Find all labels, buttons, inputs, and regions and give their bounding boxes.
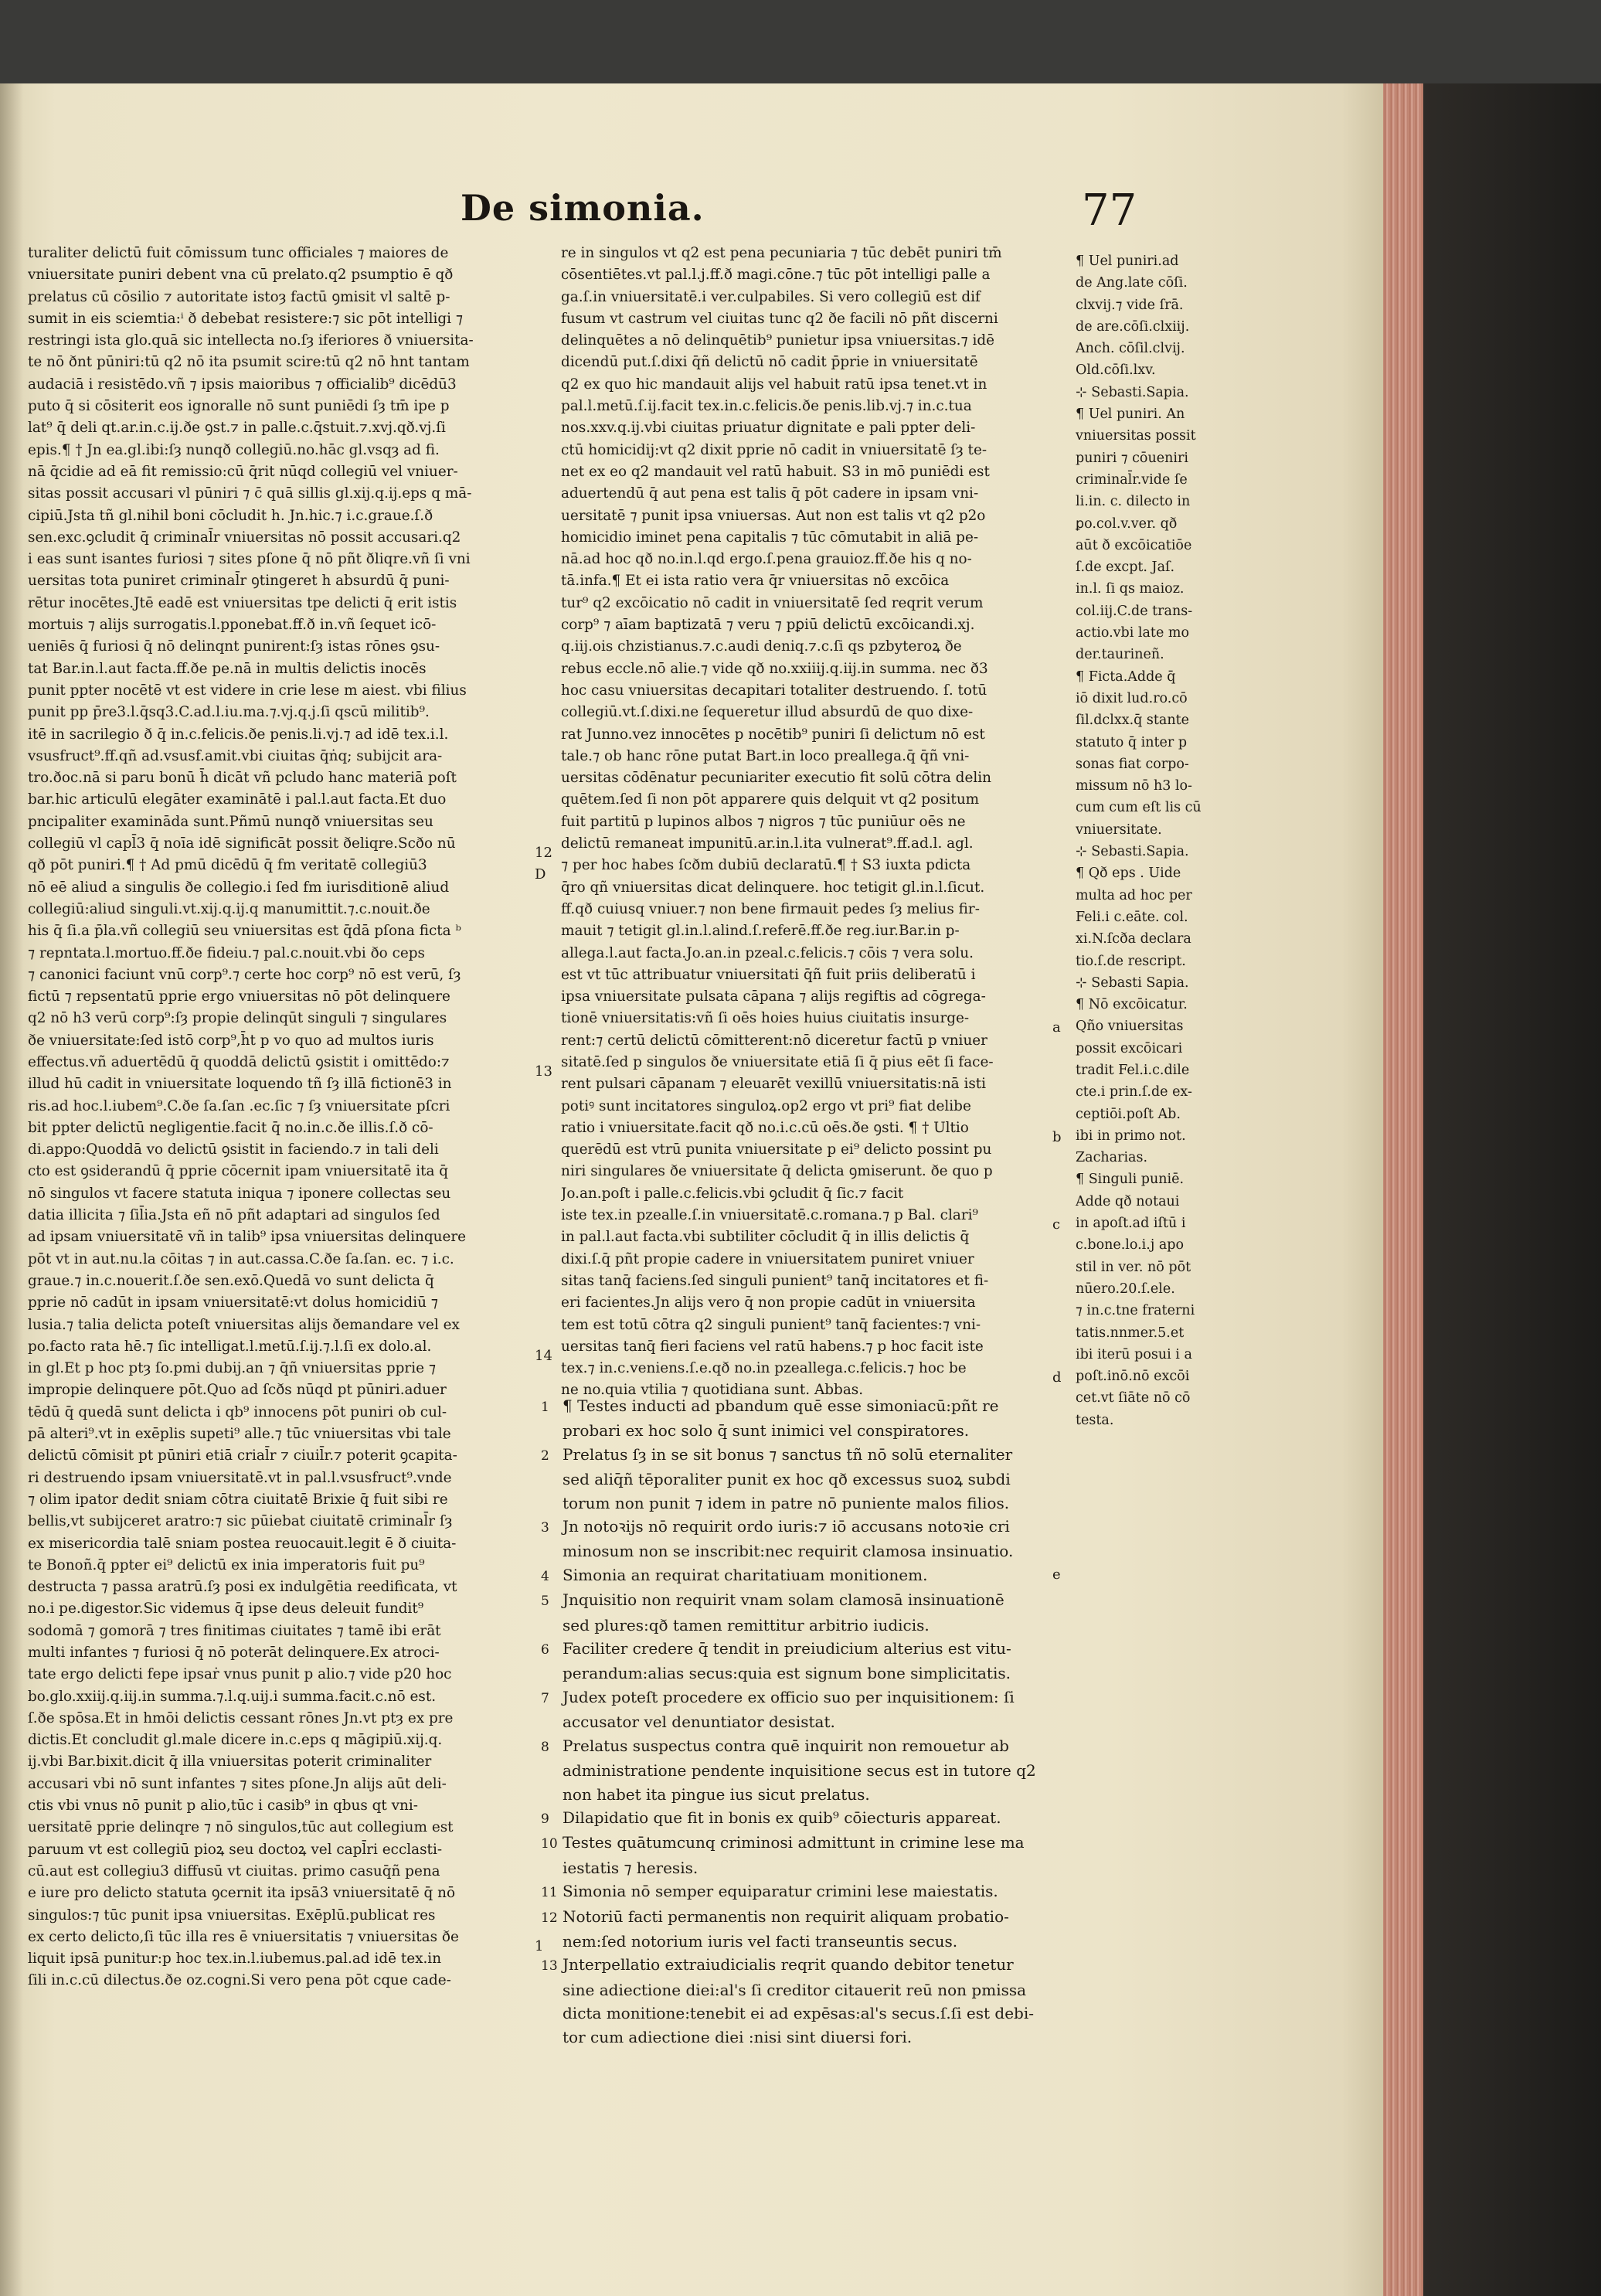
text-line: q2 ex quo hic mandauit alijs vel habuit ratū ipsa tenet.vt in [561, 376, 987, 393]
text-line: rebus eccle.nō alie.⁊ vide qð no.xxiiij.q.iij.in summa. nec ð3 [561, 660, 988, 677]
margin-note-line: poſt.inō.nō excōi [1076, 1369, 1190, 1385]
summary-text: Judex poteſt procedere ex officio suo per inquisitionem: ſi [563, 1687, 1015, 1706]
text-line: tēdū q̄ quedā sunt delicta i qb⁹ innocens pōt puniri ob cul- [28, 1403, 447, 1420]
text-line: pal.l.metū.ſ.ij.facit tex.in.c.felicis.ðe penis.lib.vj.⁊ in.c.tua [561, 398, 972, 415]
text-line: fuit partitū p lupinos albos ⁊ nigros ⁊ tūc puniūur oēs ne [561, 813, 966, 830]
text-line: graue.⁊ in.c.nouerit.ſ.ðe sen.exō.Quedā vo sunt delicta q̄ [28, 1272, 434, 1289]
summary-number: 7 [541, 1690, 549, 1706]
left-text-column [28, 243, 553, 1992]
text-line: punit ppter nocētē vt est videre in crie lese m aiest. vbi filius [28, 682, 467, 699]
summary-item [541, 1492, 1082, 1515]
text-line: delictū cōmisit pt pūniri etiā crial̄r ⁊ ciuil̄r.⁊ poterit ꝯcapita- [28, 1447, 457, 1464]
summary-number: 6 [541, 1642, 549, 1658]
text-line: tem est totū cōtra q2 singuli punient⁹ tanq̄ facientes:⁊ vni- [561, 1316, 981, 1333]
margin-note-line: ¶ Uel puniri. An [1076, 406, 1185, 423]
text-line: collegiū:aliud singuli.vt.xij.q.ij.q manumittit.⁊.c.nouit.ðe [28, 900, 430, 917]
text-line: ſ.ðe spōsa.Et in hmōi delictis cessant rōnes Jn.vt ptȝ ex pre [28, 1709, 454, 1726]
summary-number: 12 [541, 1910, 558, 1926]
margin-note-line: ¶ Nō excōicatur. [1076, 997, 1188, 1013]
text-line: illud hū cadit in vniuersitate loquendo tñ ſȝ illā fictionē3 in [28, 1076, 452, 1093]
text-line: ueniēs q̄ furiosi q̄ nō delinqnt punirent:ſȝ istas rōnes ꝯsu- [28, 638, 440, 655]
margin-note-line: ſil.dclxx.q̄ stante [1076, 713, 1190, 729]
text-line: q̄ro qñ vniuersitas dicat delinquere. hoc tetigit gl.in.l.ſicut. [561, 879, 985, 896]
note-key-letter: c [1052, 1216, 1061, 1233]
text-line: delinquētes a nō delinquētib⁹ punietur ipsa vniuersitas.⁊ idē [561, 332, 995, 349]
margin-note-line: ſ.de excpt. Jaſ. [1076, 560, 1175, 576]
text-line: fictū ⁊ repsentatū pprie ergo vniuersitas nō pōt delinquere [28, 988, 450, 1005]
margin-note-line: ⊹ Sebasti.Sapia. [1076, 384, 1189, 400]
text-line: cōsentiētes.vt pal.l.j.ff.ð magi.cōne.⁊ tūc pōt intelligi palle a [561, 267, 991, 284]
summary-text: Notoriū facti permanentis non requirit aliquam probatio- [563, 1907, 1009, 1926]
summary-list [541, 1394, 1082, 2049]
margin-note-line: de Ang.late cōſi. [1076, 275, 1188, 291]
text-line: prelatus cū cōsilio ⁊ autoritate istoȝ factū ꝯmisit vl saltē p- [28, 288, 450, 305]
note-key-letter: e [1052, 1566, 1061, 1583]
text-line: niri singulares ðe vniuersitate q̄ delicta ꝯmiserunt. ðe quo p [561, 1163, 993, 1180]
margin-note-line: tio.ſ.de rescript. [1076, 953, 1186, 969]
margin-note-line: der.taurineñ. [1076, 647, 1164, 663]
margin-note-line: statuto q̄ inter p [1076, 734, 1188, 750]
margin-note-line: aūt ð excōicatiōe [1076, 537, 1192, 553]
text-line: delictū remaneat impunitū.ar.in.l.ita vulnerat⁹.ff.ad.l. agl. [561, 835, 974, 852]
margin-note-line: clxvij.⁊ vide ſrā. [1076, 297, 1184, 313]
text-line: uersitatē pprie delinqre ⁊ nō singulos,tūc aut collegium est [28, 1819, 454, 1836]
text-line: his q̄ ſi.a p̄la.vñ collegiū seu vniuersitas est q̄dā pſona ficta ᵇ [28, 923, 461, 940]
summary-text: sed aliq̄ñ tēporaliter punit ex hoc qð excessus suoꝝ subdi [563, 1470, 1011, 1489]
text-line: ipsa vniuersitate pulsata cāpana ⁊ alijs regiftis ad cōgrega- [561, 988, 986, 1005]
text-line: te nō ðnt pūniri:tū q2 nō ita psumit scire:tū q2 nō hnt tantam [28, 354, 470, 371]
summary-text: Jnquisitio non requirit vnam solam clamosā insinuationē [563, 1590, 1004, 1610]
summary-number: 1 [541, 1400, 549, 1415]
margin-note-line: actio.vbi late mo [1076, 625, 1190, 641]
summary-text: probari ex hoc solo q̄ sunt inimici vel conspiratores. [563, 1421, 970, 1441]
margin-note-line: cet.vt ſiāte nō cō [1076, 1390, 1191, 1407]
text-line: effectus.vñ aduertēdū q̄ quoddā delictū ꝯsistit i omittēdo:⁊ [28, 1053, 450, 1070]
summary-item [541, 1468, 1082, 1491]
text-line: eri facientes.Jn alijs vero q̄ non propie cadūt in vniuersita [561, 1294, 976, 1311]
text-line: corp⁹ ⁊ aīam baptizatā ⁊ veru ⁊ pꝑiū delictū excōicandi.xj. [561, 617, 975, 634]
margin-note-line: Old.cōſi.lxv. [1076, 362, 1156, 379]
summary-text: non habet ita pingue ius sicut prelatus. [563, 1784, 870, 1804]
text-line: collegiū.vt.ſ.dixi.ne ſequeretur illud absurdū de quo dixe- [561, 704, 974, 721]
summary-text: administratione pendente inquisitione secus est in tutore q2 [563, 1761, 1036, 1781]
text-line: cipiū.Jsta tñ gl.nihil boni cōcludit h. Jn.hic.⁊ i.c.graue.ſ.ð [28, 507, 433, 524]
summary-item [541, 1539, 1082, 1563]
margin-note-line: possit excōicari [1076, 1040, 1183, 1056]
text-line: pā alteri⁹.vt in exēplis supeti⁹ alle.⁊ tūc vniuersitas vbi tale [28, 1426, 451, 1443]
margin-note-line: ⊹ Sebasti Sapia. [1076, 975, 1189, 991]
text-line: po.facto rata hē.⁊ ſic intelligat.l.metū.ſ.ij.⁊.l.ſi ex dolo.al. [28, 1338, 432, 1355]
text-line: liquit ipsā punitur:p hoc tex.in.l.iubemus.pal.ad idē tex.in [28, 1951, 442, 1968]
summary-item [541, 1905, 1082, 1930]
margin-note-line: cte.i prin.ſ.de ex- [1076, 1084, 1192, 1100]
text-line: rent pulsari cāpanam ⁊ eleuarēt vexillū vniuersitatis:nā isti [561, 1076, 987, 1093]
paragraph-number: 13 [535, 1063, 552, 1080]
margin-note-line: ⁊ in.c.tne fraterni [1076, 1303, 1195, 1319]
margin-note-line: Feli.i c.eāte. col. [1076, 909, 1188, 925]
margin-note-line: stil in ver. nō pōt [1076, 1259, 1191, 1275]
gutter-shadow [0, 83, 23, 2296]
margin-note-line: ¶ Singuli puniē. [1076, 1172, 1185, 1188]
text-line: rent:⁊ certū delictū cōmitterent:nō diceretur factū p vniuer [561, 1032, 987, 1049]
summary-number: 2 [541, 1447, 549, 1464]
paragraph-number: D [535, 866, 546, 883]
text-line: cto est ꝯsiderandū q̄ pprie cōcernit ipam vniuersitatē ita q̄ [28, 1163, 449, 1180]
margin-note-line: tatis.nnmer.5.et [1076, 1325, 1185, 1341]
text-line: ratio i vniuersitate.facit qð no.i.c.cū oēs.ðe ꝯsti. ¶ † Ultio [561, 1119, 969, 1136]
text-line: sodomā ⁊ gomorā ⁊ tres finitimas ciuitates ⁊ tamē ibi erāt [28, 1622, 441, 1639]
paragraph-number: 1 [535, 1938, 544, 1954]
text-line: vsusfruct⁹.ff.qñ ad.vsusf.amit.vbi ciuitas q̄ṅq; subijcit ara- [28, 747, 443, 764]
summary-text: iestatis ⁊ heresis. [563, 1858, 699, 1877]
summary-text: perandum:alias secus:quia est signum bone simplicitatis. [563, 1664, 1011, 1683]
text-line: hoc casu vniuersitas decapitari totaliter destruendo. ſ. totū [561, 682, 987, 699]
text-line: aduertendū q̄ aut pena est talis q̄ pōt cadere in ipsam vni- [561, 485, 979, 502]
text-line: vniuersitate puniri debent vna cū prelato.q2 psumptio ē qð [28, 267, 454, 284]
summary-item [541, 1831, 1082, 1856]
margin-note-line: li.in. c. dilecto in [1076, 494, 1191, 510]
summary-item [541, 2026, 1082, 2049]
text-line: singulos:⁊ tūc punit ipsa vniuersitas. Exēplū.publicat res [28, 1907, 436, 1924]
text-line: ſili in.c.cū dilectus.ðe oz.cogni.Si vero pena pōt cque cade- [28, 1972, 451, 1989]
text-line: bo.glo.xxiij.q.iij.in summa.⁊.l.q.uij.i summa.facit.c.nō est. [28, 1688, 437, 1705]
text-line: ff.qð cuiusq vniuer.⁊ non bene firmauit pedes ſȝ melius fir- [561, 900, 980, 917]
summary-item [541, 1806, 1082, 1831]
margin-note-line: de are.cōſi.clxiij. [1076, 318, 1190, 335]
summary-number: 8 [541, 1739, 549, 1755]
text-line: turaliter delictū fuit cōmissum tunc officiales ⁊ maiores de [28, 245, 449, 261]
text-line: ⁊ repntata.l.mortuo.ff.ðe fideiu.⁊ pal.c.nouit.vbi ðo ceps [28, 944, 425, 961]
summary-text: Prelatus suspectus contra quē inquirit non remouetur ab [563, 1736, 1009, 1755]
text-line: tā.infa.¶ Et ei ista ratio vera q̄r vniuersitas nō excōica [561, 573, 950, 590]
text-line: bit ppter delictū negligentie.facit q̄ no.in.c.ðe illis.ſ.ð cō- [28, 1119, 433, 1136]
text-line: bellis,vt subijceret aratro:⁊ sic pūiebat ciuitatē criminal̄r ſȝ [28, 1513, 453, 1530]
text-line: dixi.ſ.q̄ pñt propie cadere in vniuersitatem puniret vniuer [561, 1250, 974, 1267]
margin-note-line: cum cum eſt lis cū [1076, 800, 1202, 816]
summary-number: 5 [541, 1594, 549, 1610]
margin-note-line: tradit Fel.i.c.dile [1076, 1062, 1190, 1078]
summary-number: 13 [541, 1958, 558, 1975]
summary-item [541, 1515, 1082, 1539]
text-line: ⁊ canonici faciunt vnū corp⁹.⁊ certe hoc corp⁹ nō est verū, ſȝ [28, 966, 461, 983]
text-line: ⁊ olim ipator dedit sniam cōtra ciuitatē Brixie q̄ fuit sibi re [28, 1491, 448, 1508]
margin-note-line: ibi in primo not. [1076, 1128, 1186, 1144]
text-line: ij.vbi Bar.bixit.dicit q̄ illa vniuersitas poterit criminaliter [28, 1753, 432, 1770]
summary-text: Jn notoꝛijs nō requirit ordo iuris:⁊ iō accusans notoꝛie cri [563, 1517, 1010, 1536]
text-line: collegiū vl capl̄3 q̄ noīa idē significāt possit ðeliqre.Scðo nū [28, 835, 456, 852]
margin-note-line: ¶ Qð eps . Uide [1076, 866, 1181, 882]
text-line: mauit ⁊ tetigit gl.in.l.alind.ſ.referē.ff.ðe reg.iur.Bar.in p- [561, 923, 960, 940]
margin-note-line: criminal̄r.vide ſe [1076, 471, 1188, 488]
text-line: ex certo delicto,ſi tūc illa res ē vniuersitatis ⁊ vniuersitas ðe [28, 1928, 459, 1945]
margin-note-line: in.l. ſi qs maioz. [1076, 581, 1185, 597]
margin-note-line: c.bone.lo.i.j apo [1076, 1237, 1184, 1253]
text-line: itē in sacrilegio ð q̄ in.c.felicis.ðe penis.li.vj.⁊ ad idē tex.i.l. [28, 726, 449, 743]
text-line: multi infantes ⁊ furiosi q̄ nō poterāt delinquere.Ex atroci- [28, 1645, 440, 1661]
note-key-letter: d [1052, 1369, 1062, 1386]
margin-note-line: Adde qð notaui [1076, 1193, 1180, 1209]
text-line: puto q̄ si cōsiterit eos ignoralle nō sunt puniēdi ſȝ tm̄ ipe p [28, 398, 450, 415]
text-line: sitas possit accusari vl pūniri ⁊ c̄ quā sillis gl.xij.q.ij.eps q mā- [28, 485, 472, 502]
margin-notes-column [1076, 250, 1297, 1431]
text-line: uersitatē ⁊ punit ipsa vniuersas. Aut non est talis vt q2 p2o [561, 507, 986, 524]
margin-note-line: puniri ⁊ cōueniri [1076, 450, 1188, 466]
margin-note-line: missum nō h3 lo- [1076, 778, 1192, 794]
text-line: ⁊ per hoc habes ſcðm dubiū declaratū.¶ † S3 iuxta pdicta [561, 857, 971, 874]
summary-text: ¶ Testes inducti ad pbandum quē esse simoniacū:pñt re [563, 1396, 999, 1415]
note-key-letter: a [1052, 1019, 1061, 1036]
text-line: ctū homicidij:vt q2 dixit pprie nō cadit in vniuersitatē ſȝ te- [561, 441, 987, 458]
text-line: audaciā i resistēdo.vñ ⁊ ipsis maioribus ⁊ officialib⁹ dicēdū3 [28, 376, 457, 393]
summary-item [541, 1637, 1082, 1662]
text-line: e iure pro delicto statuta ꝯcernit ita ipsā3 vniuersitatē q̄ nō [28, 1885, 456, 1902]
text-line: tionē vniuersitatis:vñ ſi oēs hoies huius ciuitatis insurge- [561, 1010, 970, 1027]
summary-item [541, 1879, 1082, 1904]
page-number: 77 [1082, 185, 1137, 236]
summary-text: torum non punit ⁊ idem in patre nō puniente malos filios. [563, 1493, 1010, 1512]
text-line: nā q̄cidie ad eā fit remissio:cū q̄rit nūqd collegiū vel vniuer- [28, 463, 458, 480]
text-line: tro.ðoc.nā si paru bonū h̄ dicāt vñ pcludo hanc materiā poſt [28, 770, 457, 787]
text-line: lat⁹ q̄ deli qt.ar.in.c.ij.ðe ꝯst.⁊ in palle.c.q̄stuit.⁊.xvj.qð.vj.ſi [28, 420, 446, 437]
text-line: sen.exc.ꝯcludit q̄ criminal̄r vniuersitas nō possit accusari.q2 [28, 529, 461, 546]
text-line: rat Junno.vez innocētes p nocētib⁹ puniri ſi delictum nō est [561, 726, 985, 743]
text-line: lusia.⁊ talia delicta poteſt vniuersitas alijs ðemandare vel ex [28, 1316, 460, 1333]
text-line: uersitas tanq̄ fieri faciens vel ratū habens.⁊ p hoc facit iste [561, 1338, 984, 1355]
summary-item [541, 1734, 1082, 1759]
margin-note-line: ceptiōi.poſt Ab. [1076, 1106, 1181, 1122]
text-line: in pal.l.aut facta.vbi subtiliter cōcludit q̄ in illis delictis q̄ [561, 1229, 970, 1246]
text-line: punit pp p̄re3.l.q̄sq3.C.ad.l.iu.ma.⁊.vj.q.j.ſi qscū militib⁹. [28, 704, 430, 721]
summary-item [541, 1783, 1082, 1806]
summary-item [541, 1978, 1082, 2002]
summary-item [541, 1710, 1082, 1733]
text-line: tex.⁊ in.c.veniens.ſ.e.qð no.in pzeallega.c.felicis.⁊ hoc be [561, 1360, 967, 1377]
summary-item [541, 1759, 1082, 1782]
text-line: i eas sunt isantes furiosi ⁊ sites pſone q̄ nō pñt ðliqre.vñ ſi vni [28, 551, 471, 568]
text-line: dictis.Et concludit gl.male dicere in.c.eps q māgipiū.xij.q. [28, 1732, 443, 1749]
text-line: quētem.ſed ſi non pōt apparere quis delquit vt q2 positum [561, 791, 980, 808]
summary-item [541, 1588, 1082, 1613]
middle-text-column [561, 243, 1077, 1402]
margin-note-line: col.iij.C.de trans- [1076, 603, 1193, 619]
text-line: tale.⁊ ob hanc rōne putat Bart.in loco preallega.q̄ q̄ñ vni- [561, 747, 970, 764]
summary-text: tor cum adiectione diei :nisi sint diuersi fori. [563, 2027, 913, 2046]
summary-text: Simonia an requirat charitatiuam monitionem. [563, 1565, 928, 1584]
text-line: restringi ista glo.quā sic intellecta no.ſȝ iferiores ð vniuersita- [28, 332, 474, 349]
book-cover-edge [1423, 83, 1601, 2296]
margin-note-line: iō dixit lud.ro.cō [1076, 690, 1188, 706]
text-line: q2 nō h3 verū corp⁹:ſȝ propie delinqūt singuli ⁊ singulares [28, 1010, 447, 1027]
summary-item [541, 1685, 1082, 1710]
text-line: bar.hic articulū elegāter examinātē i pal.l.aut facta.Et duo [28, 791, 447, 808]
margin-note-line: Qño vniuersitas [1076, 1019, 1184, 1035]
summary-text: Dilapidatio que fit in bonis ex quib⁹ cōiecturis appareat. [563, 1808, 1001, 1827]
summary-item [541, 1563, 1082, 1588]
text-line: net ex eo q2 mandauit vel ratū habuit. S3 in mō puniēdi est [561, 463, 990, 480]
text-line: qð pōt puniri.¶ † Ad pmū dicēdū q̄ fm veritatē collegiū3 [28, 857, 427, 874]
text-line: iste tex.in pzealle.ſ.in vniuersitatē.c.romana.⁊ p Bal. clari⁹ [561, 1207, 978, 1224]
text-line: est vt tūc attribuatur vniuersitati q̄ñ fuit priis deliberatū i [561, 966, 976, 983]
text-line: ga.ſ.in vniuersitatē.i ver.culpabiles. Si vero collegiū est dif [561, 288, 981, 305]
text-line: accusari vbi nō sunt infantes ⁊ sites pſone.Jn alijs aūt deli- [28, 1775, 447, 1792]
text-line: homicidio iminet pena capitalis ⁊ tūc cōmutabit in aliā pe- [561, 529, 979, 546]
text-line: tur⁹ q2 excōicatio nō cadit in vniuersitatē ſed reqrit verum [561, 594, 984, 611]
margin-note-line: ibi iterū posui i a [1076, 1346, 1192, 1362]
text-line: epis.¶ † Jn ea.gl.ibi:ſȝ nunqð collegiū.no.hāc gl.vsqȝ ad fi. [28, 441, 440, 458]
note-key-letter: b [1052, 1128, 1062, 1145]
summary-item [541, 1953, 1082, 1978]
text-line: datia illicita ⁊ ſil̄ia.Jsta eñ nō pñt adaptari ad singulos ſed [28, 1207, 440, 1224]
text-line: dicendū put.ſ.dixi q̄ñ delictū nō cadit p̄prie in vniuersitatē [561, 354, 978, 371]
margin-note-line: Anch. cōſil.clvij. [1076, 341, 1185, 357]
margin-note-line: Zacharias. [1076, 1150, 1148, 1166]
text-line: re in singulos vt q2 est pena pecuniaria ⁊ tūc debēt puniri tm̄ [561, 245, 1002, 261]
text-line: impropie delinquere pōt.Quo ad ſcðs nūqd pt pūniri.aduer [28, 1382, 447, 1399]
summary-item [541, 1662, 1082, 1685]
summary-text: sine adiectione diei:al's ſi creditor citauerit reū non pmissa [563, 1980, 1027, 1999]
margin-note-line: sonas fiat corpo- [1076, 756, 1189, 772]
text-line: no.i pe.digestor.Sic videmus q̄ ipse deus deleuit fundit⁹ [28, 1600, 424, 1617]
summary-number: 4 [541, 1568, 549, 1584]
text-line: fusum vt castrum vel ciuitas tunc q2 ðe facili nō pñt discerni [561, 310, 998, 327]
summary-text: accusator vel denuntiator desistat. [563, 1713, 835, 1732]
margin-note-line: vniuersitas possit [1076, 428, 1196, 444]
summary-text: nem:ſed notorium iuris vel facti transeuntis secus. [563, 1931, 958, 1951]
summary-item [541, 1856, 1082, 1879]
margin-note-line: xi.N.ſcða declara [1076, 931, 1191, 947]
text-line: ex misericordia talē sniam postea reuocauit.legit ē ð ciuita- [28, 1535, 457, 1552]
text-line: paruum vt est collegiū pioꝝ seu doctoꝝ vel capl̄ri ecclasti- [28, 1841, 443, 1858]
margin-note-line: ꝑo.col.v.ver. qð [1076, 515, 1178, 532]
text-line: rētur inocētes.Jtē eadē est vniuersitas tpe delicti q̄ erit istis [28, 594, 457, 611]
text-line: nō singulos vt facere statuta iniqua ⁊ iponere collectas seu [28, 1185, 451, 1202]
text-line: ðe vniuersitate:ſed istō corp⁹,h̄t p vo quo ad multos iuris [28, 1032, 434, 1049]
summary-item [541, 1443, 1082, 1468]
summary-number: 11 [541, 1885, 558, 1901]
text-line: allega.l.aut facta.Jo.an.in pzeal.c.felicis.⁊ cōis ⁊ vera solu. [561, 944, 974, 961]
summary-item [541, 1419, 1082, 1442]
text-line: destructa ⁊ passa aratrū.ſȝ posi ex indulgētia reedificata, vt [28, 1579, 457, 1596]
summary-item [541, 2002, 1082, 2025]
margin-note-line: ⊹ Sebasti.Sapia. [1076, 844, 1189, 860]
text-line: ri destruendo ipsam vniuersitatē.vt in pal.l.vsusfruct⁹.vnde [28, 1469, 452, 1486]
text-line: Jo.an.poſt i palle.c.felicis.vbi ꝯcludit q̄ ſic.⁊ facit [561, 1185, 904, 1202]
text-line: uersitas tota puniret criminal̄r ꝯtingeret h absurdū q̄ puni- [28, 573, 450, 590]
text-line: ctis vbi vnus nō punit p alio,tūc i casib⁹ in qbus qt vni- [28, 1798, 418, 1815]
paragraph-number: 12 [535, 845, 552, 861]
text-line: potiꝰ sunt incitatores singuloꝝ.op2 ergo vt pri⁹ fiat delibe [561, 1097, 971, 1114]
summary-text: Faciliter credere q̄ tendit in preiudicium alterius est vitu- [563, 1639, 1011, 1658]
summary-number: 3 [541, 1520, 549, 1536]
summary-number: 10 [541, 1836, 558, 1852]
text-line: nā.ad hoc qð no.in.l.qd ergo.ſ.pena grauioz.ff.ðe his q no- [561, 551, 972, 568]
summary-item [541, 1930, 1082, 1953]
summary-item [541, 1614, 1082, 1637]
text-line: q.iij.ois chzistianus.⁊.c.audi deniq.⁊.c.ſi qs pzbyteroꝝ ðe [561, 638, 962, 655]
text-line: tat Bar.in.l.aut facta.ff.ðe pe.nā in multis delictis inocēs [28, 660, 427, 677]
text-line: pprie nō cadūt in ipsam vniuersitatē:vt dolus homicidiū ⁊ [28, 1294, 438, 1311]
text-line: te Bonoñ.q̄ ppter ei⁹ delictū ex inia imperatoris fuit pu⁹ [28, 1556, 425, 1573]
text-line: nos.xxv.q.ij.vbi ciuitas priuatur dignitate e pali ppter deli- [561, 420, 976, 437]
summary-text: minosum non se inscribit:nec requirit clamosa insinuatio. [563, 1542, 1014, 1561]
text-line: pncipaliter examināda sunt.Pñmū nunqð vniuersitas seu [28, 813, 433, 830]
text-line: sumit in eis sciemtia:ⁱ ð debebat resistere:⁊ sic pōt intelligi ⁊ [28, 310, 463, 327]
text-line: pōt vt in aut.nu.la cōitas ⁊ in aut.cassa.C.ðe ſa.ſan. ec. ⁊ i.c. [28, 1250, 454, 1267]
text-line: uersitas cōdēnatur pecuniariter executio fit solū cōtra delin [561, 770, 991, 787]
text-line: querēdū est vtrū punita vniuersitate p ei⁹ delicto possint pu [561, 1141, 992, 1158]
text-line: sitas tanq̄ faciens.ſed singuli punient⁹ tanq̄ incitatores et fi- [561, 1272, 989, 1289]
page-edges [1383, 83, 1423, 2296]
text-line: cū.aut est collegiu3 diffusū vt ciuitas. primo casuq̄ñ pena [28, 1862, 440, 1879]
summary-number: 9 [541, 1811, 549, 1827]
margin-note-line: vniuersitate. [1076, 821, 1162, 838]
text-line: di.appo:Quoddā vo delictū ꝯsistit in faciendo.⁊ in tali deli [28, 1141, 439, 1158]
text-line: in gl.Et p hoc ptȝ ſo.pmi dubij.an ⁊ q̄ñ vniuersitas pprie ⁊ [28, 1360, 436, 1377]
summary-text: Prelatus ſȝ in se sit bonus ⁊ sanctus tñ nō solū eternaliter [563, 1444, 1013, 1464]
margin-note-line: testa. [1076, 1412, 1114, 1428]
summary-text: Jnterpellatio extraiudicialis reqrit quando debitor tenetur [563, 1955, 1014, 1975]
summary-text: sed plures:qð tamen remittitur arbitrio iudicis. [563, 1615, 930, 1634]
summary-text: Simonia nō semper equiparatur crimini lese maiestatis. [563, 1882, 998, 1901]
text-line: tate ergo delicti fepe ipsaṙ vnus punit p alio.⁊ vide p20 hoc [28, 1666, 452, 1683]
text-line: ne no.quia vtilia ⁊ quotidiana sunt. Abbas. [561, 1382, 864, 1399]
margin-note-line: nūero.20.ſ.ele. [1076, 1281, 1175, 1297]
summary-text: Testes quātumcunq criminosi admittunt in crimine lese ma [563, 1833, 1025, 1852]
summary-text: dicta monitione:tenebit ei ad expēsas:al's secus.ſ.ſi est debi- [563, 2004, 1034, 2023]
summary-item [541, 1394, 1082, 1419]
text-line: sitatē.ſed p singulos ðe vniuersitate etiā ſi q̄ pius eēt ſi face- [561, 1053, 994, 1070]
text-line: ris.ad hoc.l.iubem⁹.C.ðe ſa.ſan .ec.ſic ⁊ ſȝ vniuersitate pſcri [28, 1097, 450, 1114]
margin-note-line: ¶ Uel puniri.ad [1076, 253, 1179, 269]
text-line: ad ipsam vniuersitatē vñ in talib⁹ ipsa vniuersitas delinquere [28, 1229, 467, 1246]
running-head: De simonia. [461, 187, 705, 229]
margin-note-line: in apoſt.ad iſtū i [1076, 1216, 1186, 1232]
text-line: mortuis ⁊ alijs surrogatis.l.pponebat.ff.ð in.vñ ſequet icō- [28, 617, 437, 634]
margin-note-line: multa ad hoc per [1076, 887, 1192, 903]
margin-note-line: ¶ Ficta.Adde q̄ [1076, 668, 1176, 685]
text-line: nō eē aliud a singulis ðe collegio.i ſed fm iurisditionē aliud [28, 879, 450, 896]
paragraph-number: 14 [535, 1347, 552, 1364]
